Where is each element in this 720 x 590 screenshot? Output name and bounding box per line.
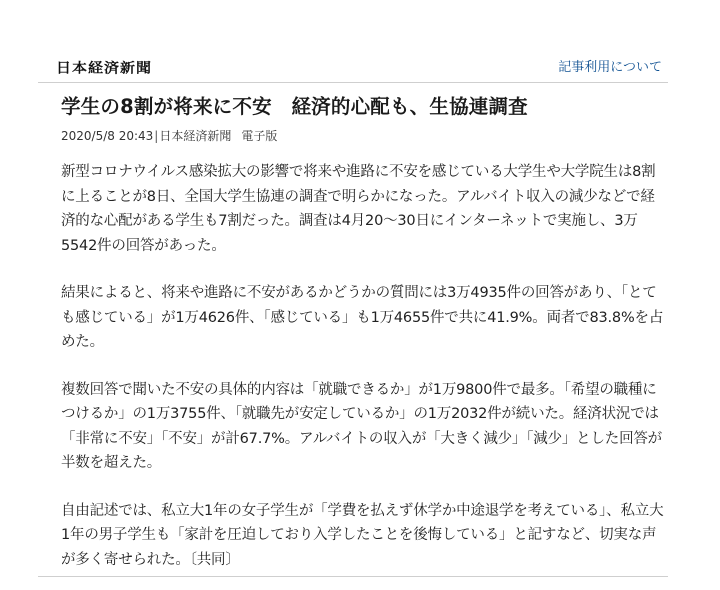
site-header bbox=[36, 52, 668, 82]
publish-date: 2020/5/8 20:43 bbox=[61, 129, 154, 143]
header-divider bbox=[38, 82, 668, 83]
article-meta bbox=[61, 128, 669, 144]
edition-label: 電子版 bbox=[241, 129, 278, 143]
article-paragraph-3: 複数回答で聞いた不安の具体的内容は「就職できるか」が1万9800件で最多。「希望の職種につけるか」の1万3755件、「就職先が安定しているか」の1万2032件が続いた。経済状況では「非常に不安」「不安」が計67.7%。アルバイトの収入が「大きく減少」「減少」とした回答が半数を超えた。 bbox=[61, 381, 662, 471]
meta-separator: | bbox=[154, 129, 159, 143]
article-usage-link[interactable]: 記事利用について bbox=[558, 60, 662, 75]
nikkei-logo[interactable]: 日本経済新聞 bbox=[56, 59, 153, 77]
article-paragraph-2: 結果によると、将来や進路に不安があるかどうかの質問には3万4935件の回答があり、「とても感じている」が1万4626件、「感じている」も1万4655件で共に41.9%。両者で83.8%を占めた。 bbox=[61, 285, 664, 350]
source-name: 日本経済新聞 bbox=[159, 129, 232, 143]
article-headline: 学生の8割が将来に不安 経済的心配も、生協連調査 bbox=[61, 95, 528, 118]
footer-divider bbox=[38, 576, 668, 577]
article-paragraph-4: 自由記述では、私立大1年の女子学生が「学費を払えず休学か中途退学を考えている」、私立大1年の男子学生も「家計を圧迫しており入学したことを後悔している」と記すなど、切実な声が多く寄せられた。〔共同〕 bbox=[61, 502, 664, 568]
article-paragraph-1: 新型コロナウイルス感染拡大の影響で将来や進路に不安を感じている大学生や大学院生は8割に上ることが8日、全国大学生協連の調査で明らかになった。アルバイト収入の減少などで経済的な心配がある学生も7割だった。調査は4月20～30日にインターネットで実施し、3万5542件の回答があった。 bbox=[61, 164, 656, 254]
article bbox=[61, 92, 669, 572]
